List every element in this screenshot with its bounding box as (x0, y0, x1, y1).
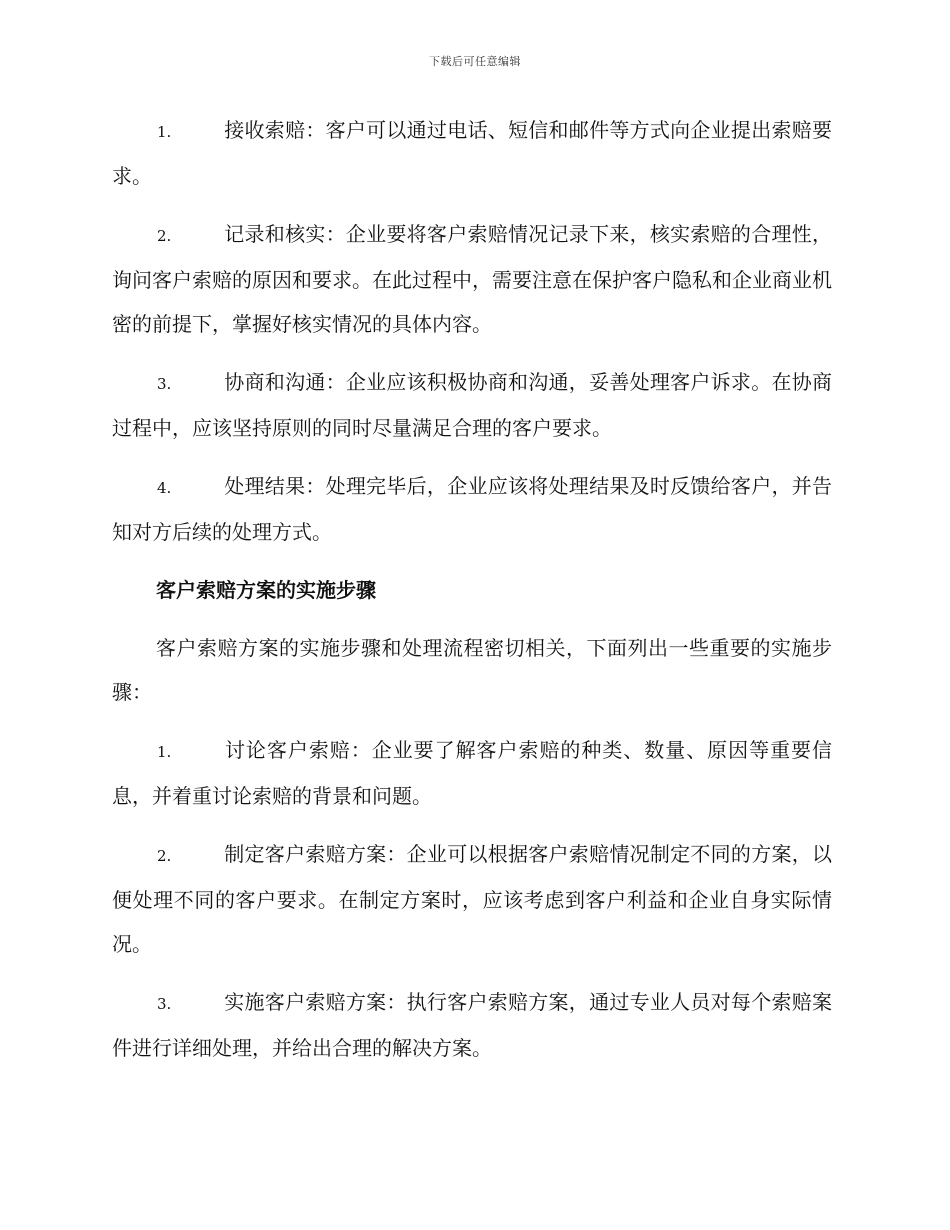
list-number: 1. (157, 123, 172, 141)
page-header: 下载后可任意编辑 (429, 55, 521, 68)
list-text: 讨论客户索赔：企业要了解客户索赔的种类、数量、原因等重要信息，并着重讨论索赔的背景和问题。 (112, 738, 832, 808)
list-text: 协商和沟通：企业应该积极协商和沟通，妥善处理客户诉求。在协商过程中，应该坚持原则的同时尽量满足合理的客户要求。 (112, 370, 832, 440)
list-number: 3. (157, 375, 172, 393)
list-number: 2. (157, 847, 172, 865)
implementation-step-2 (112, 832, 832, 966)
list-text: 接收索赔：客户可以通过电话、短信和邮件等方式向企业提出索赔要求。 (112, 118, 832, 188)
process-step-2 (112, 212, 832, 346)
section-intro: 客户索赔方案的实施步骤和处理流程密切相关，下面列出一些重要的实施步骤： (112, 636, 832, 704)
list-number: 2. (157, 227, 172, 245)
process-step-1 (112, 108, 832, 198)
process-step-4 (112, 464, 832, 554)
list-number: 4. (157, 479, 172, 497)
list-number: 1. (157, 743, 172, 761)
implementation-step-1 (112, 728, 832, 818)
list-text: 制定客户索赔方案：企业可以根据客户索赔情况制定不同的方案，以便处理不同的客户要求。在制定方案时，应该考虑到客户利益和企业自身实际情况。 (112, 842, 832, 956)
list-number: 3. (157, 995, 172, 1013)
list-text: 记录和核实：企业要将客户索赔情况记录下来，核实索赔的合理性，询问客户索赔的原因和要求。在此过程中，需要注意在保护客户隐私和企业商业机密的前提下，掌握好核实情况的具体内容。 (112, 222, 832, 336)
list-text: 处理结果：处理完毕后，企业应该将处理结果及时反馈给客户，并告知对方后续的处理方式。 (112, 474, 832, 544)
implementation-step-3 (112, 980, 832, 1070)
section-heading: 客户索赔方案的实施步骤 (156, 578, 376, 602)
document-body (112, 108, 832, 1084)
list-text: 实施客户索赔方案：执行客户索赔方案，通过专业人员对每个索赔案件进行详细处理，并给出合理的解决方案。 (112, 990, 832, 1060)
process-step-3 (112, 360, 832, 450)
